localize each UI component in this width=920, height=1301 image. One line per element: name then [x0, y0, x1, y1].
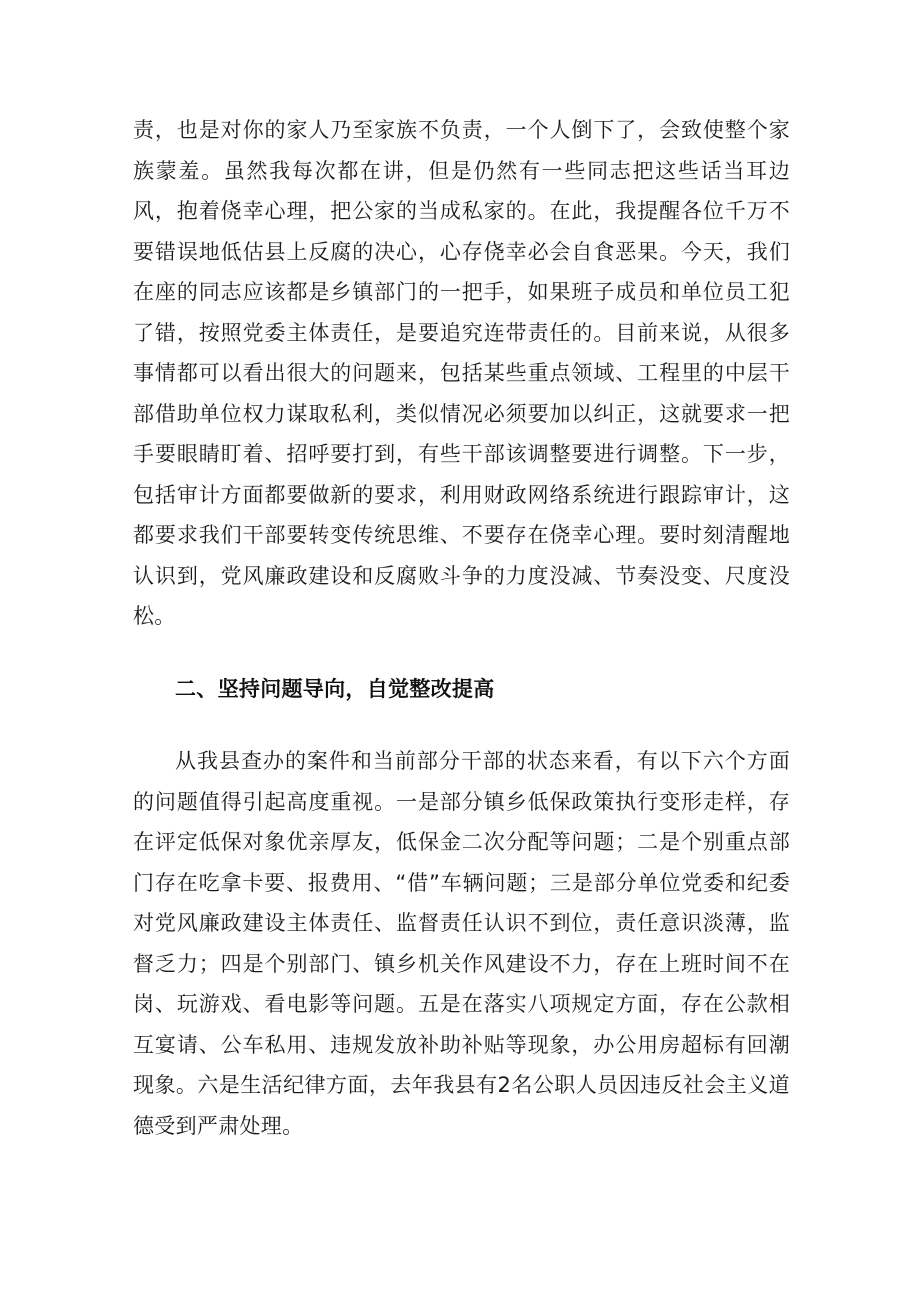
document-body — [133, 110, 790, 1146]
paragraph-continuation: 责，也是对你的家人乃至家族不负责，一个人倒下了，会致使整个家族蒙羞。虽然我每次都在讲，但是仍然有一些同志把这些话当耳边风，抱着侥幸心理，把公家的当成私家的。在此，我提醒各位千万不要错误地低估县上反腐的决心，心存侥幸必会自食恶果。今天，我们在座的同志应该都是乡镇部门的一把手，如果班子成员和单位员工犯了错，按照党委主体责任，是要追究连带责任的。目前来说，从很多事情都可以看出很大的问题来，包括某些重点领域、工程里的中层干部借助单位权力谋取私利，类似情况必须要加以纠正，这就要求一把手要眼睛盯着、招呼要打到，有些干部该调整要进行调整。下一步，包括审计方面都要做新的要求，利用财政网络系统进行跟踪审计，这都要求我们干部要转变传统思维、不要存在侥幸心理。要时刻清醒地认识到，党风廉政建设和反腐败斗争的力度没减、节奏没变、尺度没松。 — [133, 118, 790, 628]
spacer — [133, 637, 790, 669]
spacer — [133, 709, 790, 741]
section-heading: 二、坚持问题导向，自觉整改提高 — [175, 676, 495, 701]
paragraph-problems: 从我县查办的案件和当前部分干部的状态来看，有以下六个方面的问题值得引起高度重视。一是部分镇乡低保政策执行变形走样，存在评定低保对象优亲厚友，低保金二次分配等问题；二是个别重点部门存在吃拿卡要、报费用、“借”车辆问题；三是部分单位党委和纪委对党风廉政建设主体责任、监督责任认识不到位，责任意识淡薄，监督乏力；四是个别部门、镇乡机关作风建设不力，存在上班时间不在岗、玩游戏、看电影等问题。五是在落实八项规定方面，存在公款相互宴请、公车私用、违规发放补助补贴等现象，办公用房超标有回潮现象。六是生活纪律方面，去年我县有2名公职人员因违反社会主义道德受到严肃处理。 — [133, 749, 790, 1138]
